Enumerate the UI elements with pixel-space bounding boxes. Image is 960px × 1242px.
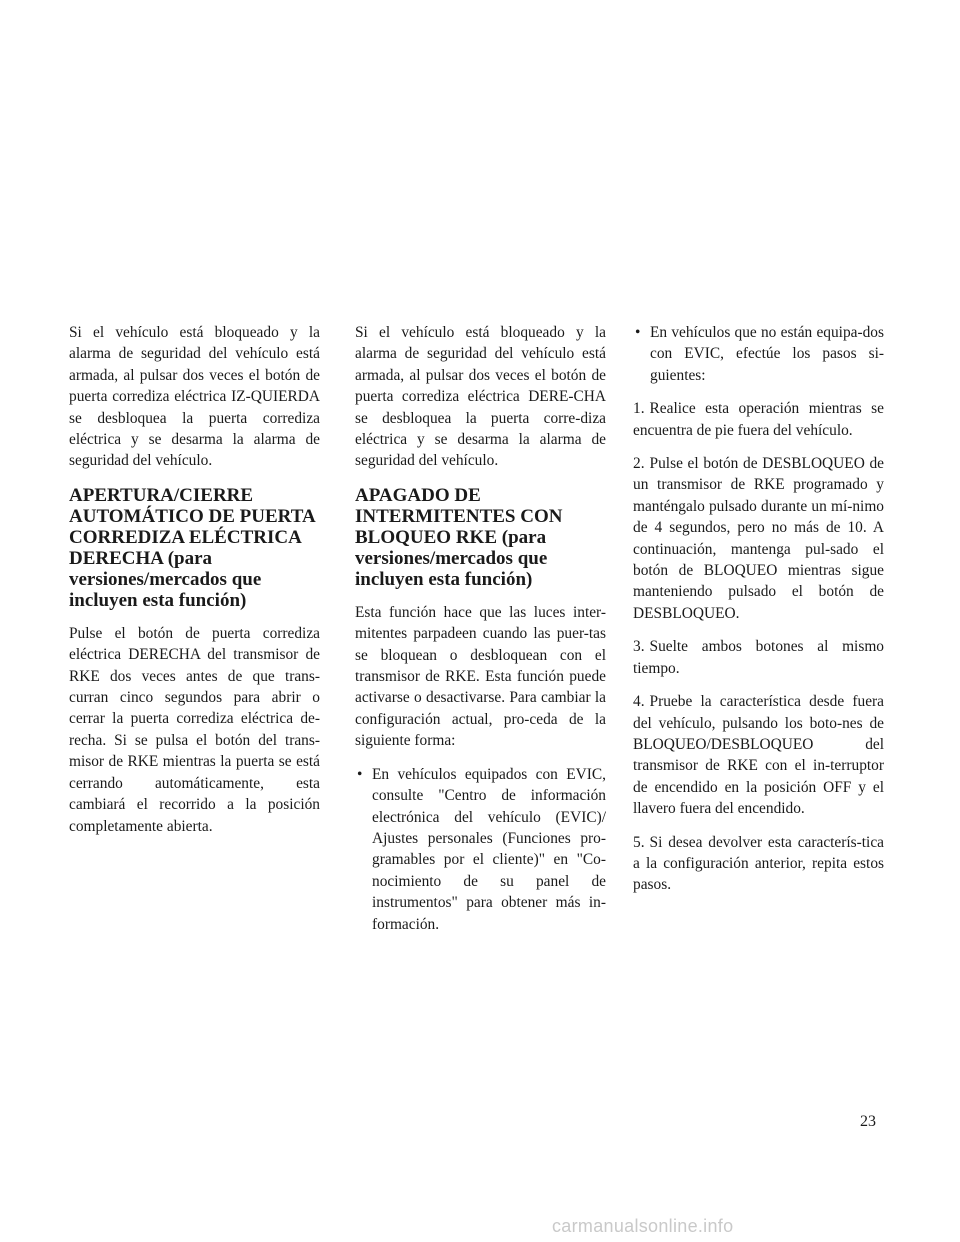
page-number: 23 — [860, 1113, 876, 1130]
column-middle — [355, 322, 606, 947]
step-2: 2. Pulse el botón de DESBLOQUEO de un transmisor de RKE programado y manténgalo pulsado durante un mí-nimo de 4 segundos, pero no más de 10. A continuación, mantenga pul-sado el botón de BLOQUEO mientras sigue manteniendo pulsado el botón de DESBLOQUEO. — [633, 455, 884, 622]
bullet-icon: • — [357, 765, 363, 783]
list-item — [355, 764, 606, 935]
step-5: 5. Si desea devolver esta caracterís-tica a la configuración anterior, repita estos pasos. — [633, 833, 884, 894]
step-4: 4. Pruebe la característica desde fuera del vehículo, pulsando los boto-nes de BLOQUEO/DESBLOQUEO del transmisor de RKE con el in-terruptor de encendido en la posición OFF y el llavero fuera del encendido. — [633, 693, 884, 818]
bullet-list-evic — [355, 764, 606, 935]
watermark: carmanualsonline.info — [552, 1216, 734, 1236]
column-left — [69, 322, 320, 849]
bullet-list-no-evic — [633, 322, 884, 386]
step-3: 3. Suelte ambos botones al mismo tiempo. — [633, 638, 884, 677]
paragraph-left-unlock-info: Si el vehículo está bloqueado y la alarma de seguridad del vehículo está armada, al pulsar dos veces el botón de puerta corrediza eléctrica IZ-QUIERDA se desbloquea la puerta corrediza eléctrica y se desarma la alarma de seguridad del vehículo. — [69, 324, 320, 470]
heading-auto-sliding-door: APERTURA/CIERRE AUTOMÁTICO DE PUERTA CORREDIZA ELÉCTRICA DERECHA (para versiones/mercados que incluyen esta función) — [69, 484, 315, 611]
step-1: 1. Realice esta operación mientras se encuentra de pie fuera del vehículo. — [633, 400, 884, 439]
bullet-text: En vehículos que no están equipa-dos con EVIC, efectúe los pasos si-guientes: — [650, 324, 884, 384]
column-right — [633, 322, 884, 908]
paragraph-flash-function: Esta función hace que las luces inter-mitentes parpadeen cuando las puer-tas se bloquean o desbloquean con el transmisor de RKE. Esta función puede activarse o desactivarse. Para cambiar la configuración actual, pro-ceda de la siguiente forma: — [355, 603, 606, 750]
list-item — [633, 322, 884, 386]
heading-flash-lights-lock: APAGADO DE INTERMITENTES CON BLOQUEO RKE (para versiones/mercados que incluyen esta función) — [355, 484, 563, 590]
paragraph-right-door-instructions: Pulse el botón de puerta corrediza eléctrica DERECHA del transmisor de RKE dos veces antes de que trans-curran cinco segundos para abrir o cerrar la puerta corrediza eléctrica de-recha. Si se pulsa el botón del trans-misor de RKE mientras la puerta se está cerrando automáticamente, esta cambiará el recorrido a la posición completamente abierta. — [69, 624, 320, 835]
bullet-text: En vehículos equipados con EVIC, consulte "Centro de información electrónica del vehículo (EVIC)/ Ajustes personales (Funciones pro-gramables por el cliente)" en "Co-nocimiento de su panel de instrumentos" para obtener más in-formación. — [372, 765, 606, 933]
paragraph-right-unlock-info: Si el vehículo está bloqueado y la alarma de seguridad del vehículo está armada, al pulsar dos veces el botón de puerta corrediza eléctrica DERE-CHA se desbloquea la puerta corre-diza eléctrica y se desarma la alarma de seguridad del vehículo. — [355, 324, 606, 470]
bullet-icon: • — [635, 324, 641, 341]
